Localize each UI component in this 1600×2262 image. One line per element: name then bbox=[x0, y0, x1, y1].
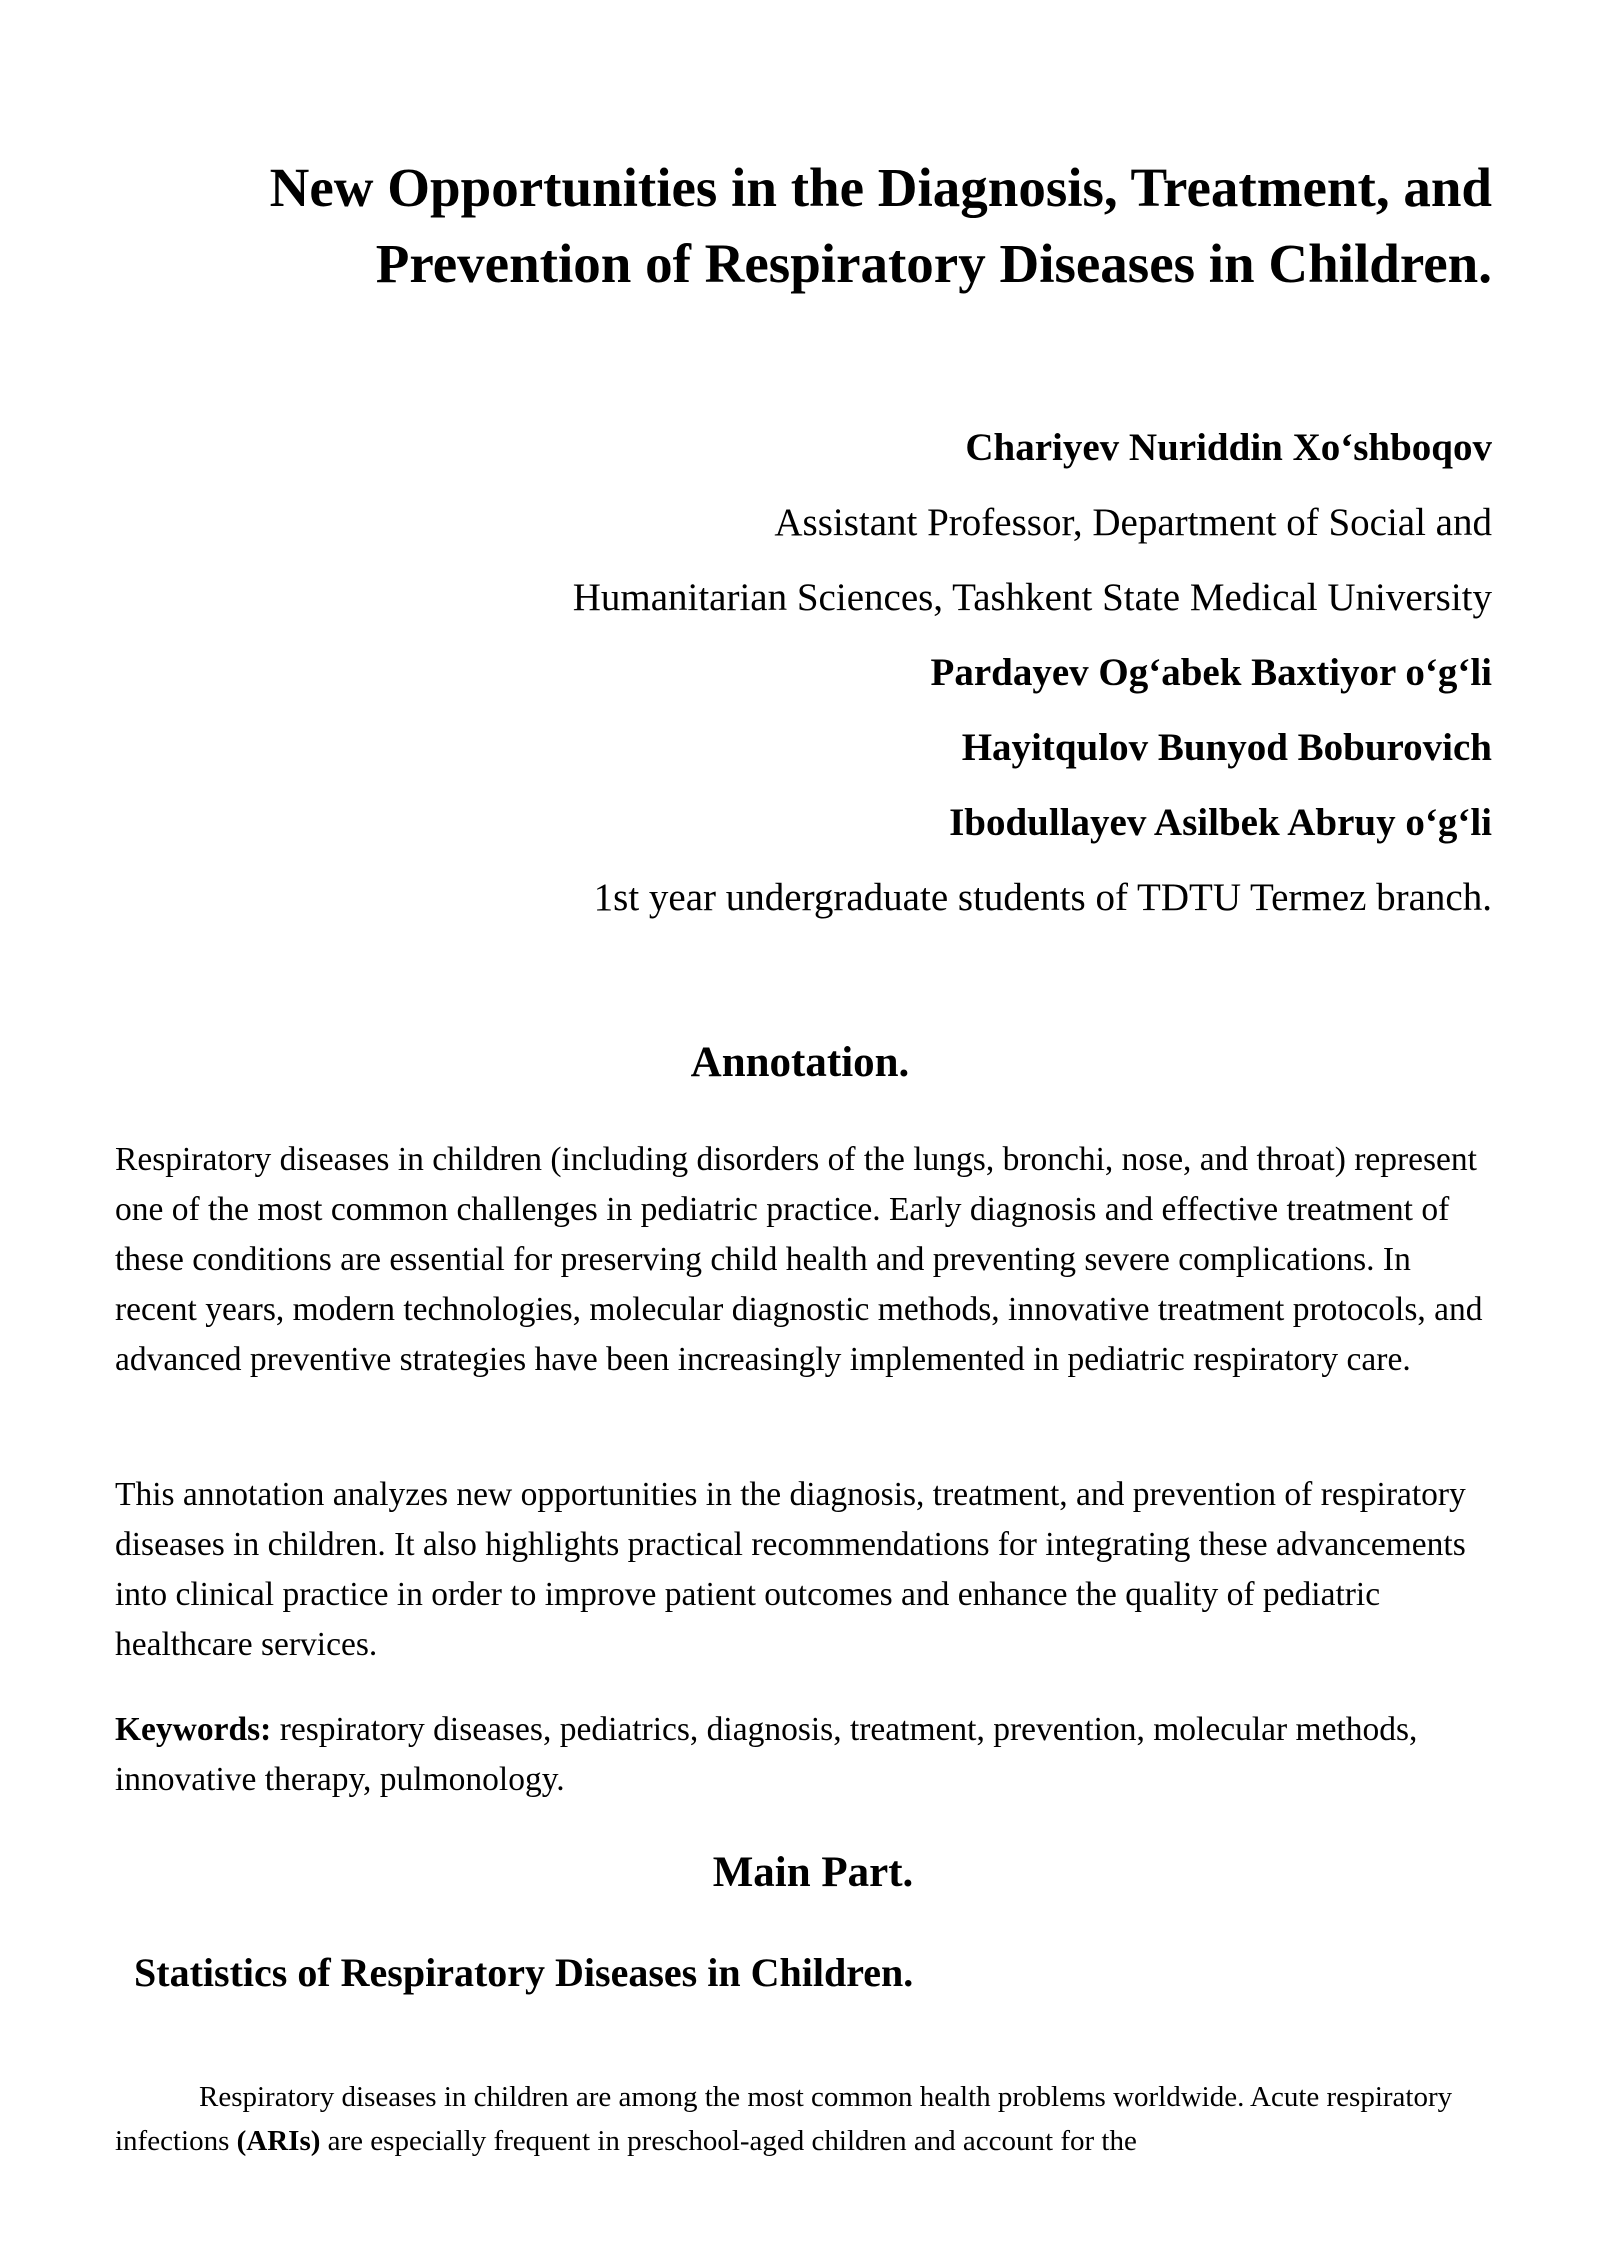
paper-title-line-2: Prevention of Respiratory Diseases in Children. bbox=[375, 233, 1492, 294]
author-name-2: Pardayev Og‘abek Baxtiyor o‘g‘li bbox=[930, 651, 1492, 694]
author-block bbox=[300, 410, 1492, 935]
statistics-subheading: Statistics of Respiratory Diseases in Children. bbox=[134, 1950, 914, 1995]
keywords-paragraph bbox=[115, 1705, 1495, 1805]
annotation-paragraph-2: This annotation analyzes new opportunities in the diagnosis, treatment, and prevention of respiratory diseases in children. It also highlights practical recommendations for integrating these advancements into clinical practice in order to improve patient outcomes and enhance the quality of pediatric healthcare services. bbox=[115, 1476, 1466, 1663]
paper-title bbox=[115, 150, 1492, 302]
aris-abbreviation: (ARIs) bbox=[236, 2125, 321, 2157]
statistics-paragraph-start: Respiratory diseases in children are among the most common health problems worldwide. Acute respiratory infections bbox=[115, 2081, 1453, 2157]
annotation-heading: Annotation. bbox=[690, 1039, 910, 1086]
keywords-text: respiratory diseases, pediatrics, diagnosis, treatment, prevention, molecular methods, innovative therapy, pulmonology. bbox=[115, 1711, 1418, 1798]
statistics-paragraph bbox=[115, 2075, 1495, 2163]
annotation-paragraph-1: Respiratory diseases in children (including disorders of the lungs, bronchi, nose, and throat) represent one of the most common challenges in pediatric practice. Early diagnosis and effective treatment of these conditions are essential for preserving child health and preventing severe complications. In recent years, modern technologies, molecular diagnostic methods, innovative treatment protocols, and advanced preventive strategies have been increasingly implemented in pediatric respiratory care. bbox=[115, 1141, 1483, 1378]
statistics-paragraph-end: are especially frequent in preschool-aged children and account for the bbox=[320, 2125, 1137, 2157]
paper-title-line-1: New Opportunities in the Diagnosis, Treatment, and bbox=[269, 157, 1492, 218]
author-affiliation-line-2: Humanitarian Sciences, Tashkent State Medical University bbox=[572, 576, 1492, 619]
keywords-label: Keywords: bbox=[115, 1711, 272, 1748]
main-part-heading: Main Part. bbox=[712, 1849, 914, 1896]
students-affiliation: 1st year undergraduate students of TDTU Termez branch. bbox=[593, 876, 1492, 919]
author-name-4: Ibodullayev Asilbek Abruy o‘g‘li bbox=[949, 801, 1492, 844]
author-name-3: Hayitqulov Bunyod Boburovich bbox=[961, 726, 1492, 769]
author-name-1: Chariyev Nuriddin Xo‘shboqov bbox=[965, 426, 1492, 469]
author-affiliation-line-1: Assistant Professor, Department of Social and bbox=[774, 501, 1492, 544]
